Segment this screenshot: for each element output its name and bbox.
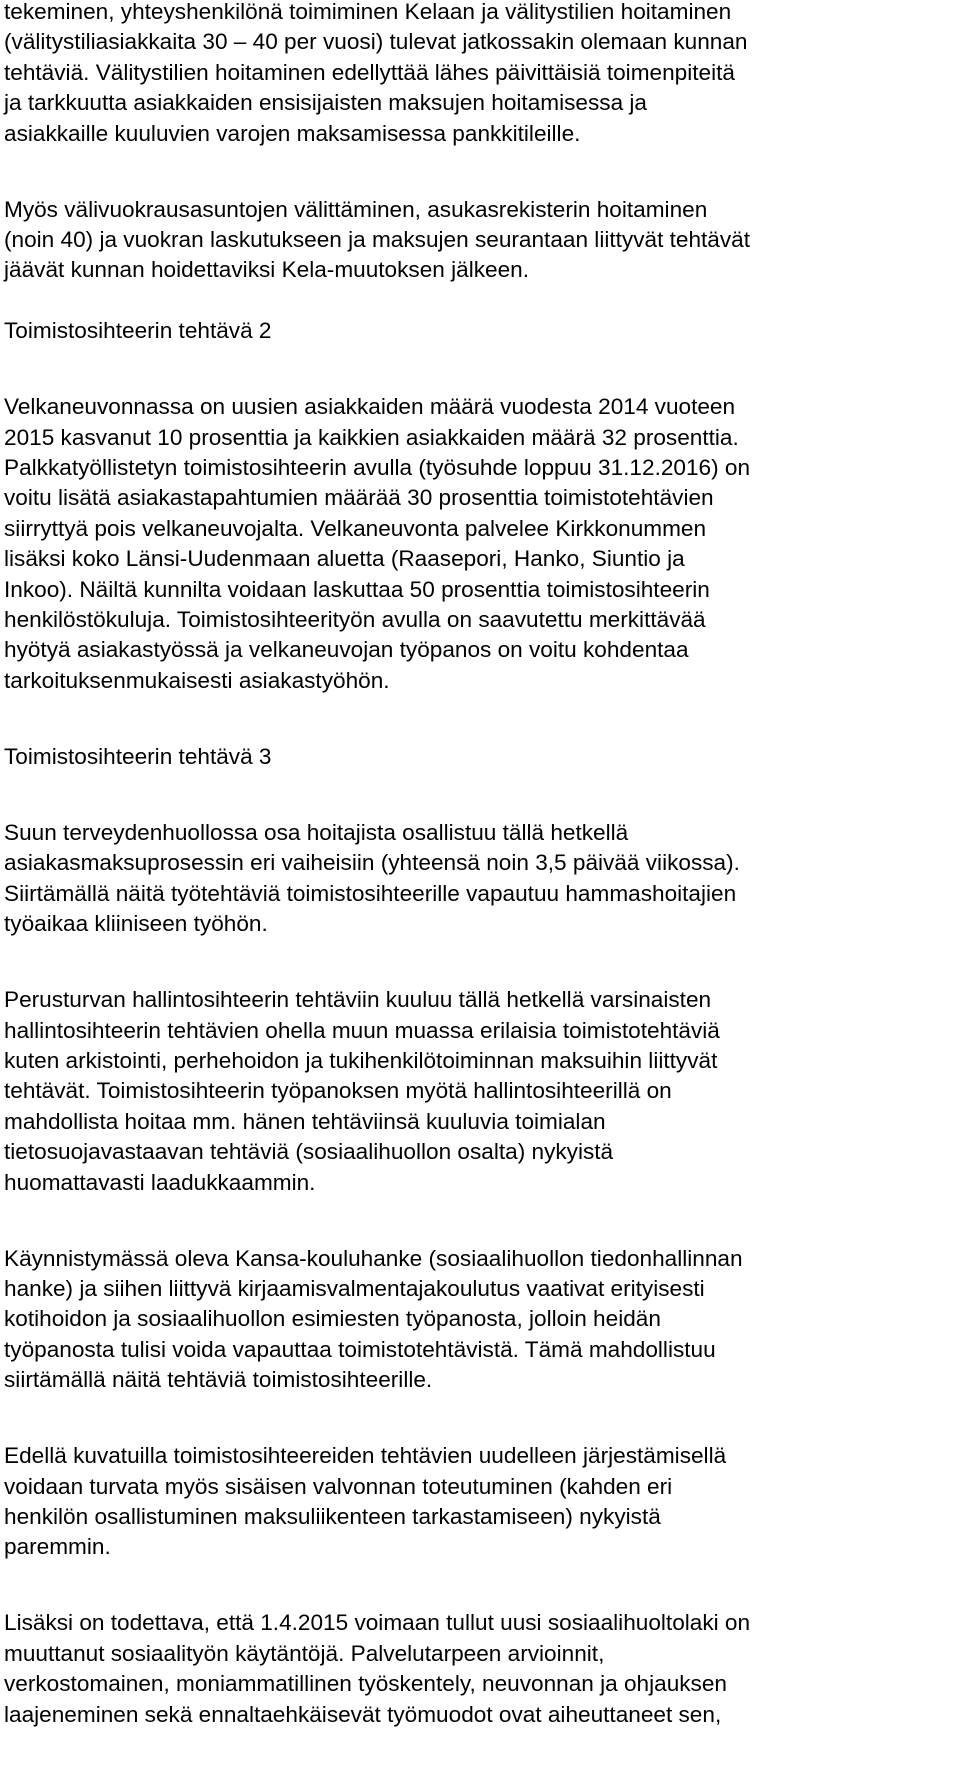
text-line: jäävät kunnan hoidettaviksi Kela-muutoksen jälkeen. [4,257,529,283]
paragraph-spacer [4,1198,954,1244]
text-line: (välitystiliasiakkaita 30 – 40 per vuosi) tulevat jatkossakin olemaan kunnan [4,29,748,55]
text-line: työaikaa kliiniseen työhön. [4,911,268,937]
paragraph-spacer [4,940,954,986]
text-line: huomattavasti laadukkaammin. [4,1169,316,1195]
text-line: (noin 40) ja vuokran laskutukseen ja maksujen seurantaan liittyvät tehtävät [4,227,751,253]
text-line: kuten arkistointi, perhehoidon ja tukihenkilötoiminnan maksuihin liittyvät [4,1047,718,1073]
paragraph-intro [4,0,954,149]
section-heading: Toimistosihteerin tehtävä 3 [4,743,272,769]
heading-tehtava-2 [4,316,954,346]
paragraph-tehtava-2 [4,392,954,696]
paragraph-spacer [4,772,954,818]
text-line: verkostomainen, moniammatillinen työskentely, neuvonnan ja ohjauksen [4,1671,727,1697]
text-line: kotihoidon ja sosiaalihuollon esimiesten työpanosta, jolloin heidän [4,1306,661,1332]
text-line: Suun terveydenhuollossa osa hoitajista osallistuu tällä hetkellä [4,819,629,845]
text-line: voitu lisätä asiakastapahtumien määrää 30 prosenttia toimistotehtävien [4,485,714,511]
paragraph-edella [4,1441,954,1563]
paragraph-spacer [4,1563,954,1609]
text-line: muuttanut sosiaalityön käytäntöjä. Palvelutarpeen arvioinnit, [4,1640,605,1666]
text-line: 2015 kasvanut 10 prosenttia ja kaikkien asiakkaiden määrä 32 prosenttia. [4,424,739,450]
text-line: tekeminen, yhteyshenkilönä toimiminen Kelaan ja välitystilien hoitaminen [4,0,732,24]
text-line: Siirtämällä näitä työtehtäviä toimistosihteerille vapautuu hammashoitajien [4,880,737,906]
text-line: tehtävät. Toimistosihteerin työpanoksen myötä hallintosihteerillä on [4,1078,672,1104]
text-line: tarkoituksenmukaisesti asiakastyöhön. [4,667,390,693]
text-line: siirryttyä pois velkaneuvojalta. Velkaneuvonta palvelee Kirkkonummen [4,515,707,541]
text-line: paremmin. [4,1534,111,1560]
paragraph-perusturva [4,985,954,1198]
paragraph-tehtava-3 [4,818,954,940]
text-line: Myös välivuokrausasuntojen välittäminen, asukasrekisterin hoitaminen [4,196,708,222]
text-line: voidaan turvata myös sisäisen valvonnan toteutuminen (kahden eri [4,1473,673,1499]
paragraph-spacer [4,696,954,742]
paragraph-spacer [4,347,954,393]
heading-tehtava-3 [4,742,954,772]
paragraph-spacer [4,1396,954,1442]
section-heading: Toimistosihteerin tehtävä 2 [4,318,272,344]
text-line: ja tarkkuutta asiakkaiden ensisijaisten maksujen hoitamisessa ja [4,90,647,116]
paragraph-spacer [4,149,954,195]
paragraph-spacer [4,286,954,316]
text-line: Inkoo). Näiltä kunnilta voidaan laskuttaa 50 prosenttia toimistosihteerin [4,576,710,602]
text-line: Velkaneuvonnassa on uusien asiakkaiden määrä vuodesta 2014 vuoteen [4,394,736,420]
text-line: asiakasmaksuprosessin eri vaiheisiin (yhteensä noin 3,5 päivää viikossa). [4,850,740,876]
text-line: henkilön osallistuminen maksuliikenteen tarkastamiseen) nykyistä [4,1503,661,1529]
text-line: työpanosta tulisi voida vapauttaa toimistotehtävistä. Tämä mahdollistuu [4,1336,716,1362]
text-line: henkilöstökuluja. Toimistosihteerityön avulla on saavutettu merkittävää [4,607,706,633]
text-line: Käynnistymässä oleva Kansa-kouluhanke (sosiaalihuollon tiedonhallinnan [4,1245,743,1271]
text-line: hyötyä asiakastyössä ja velkaneuvojan työpanos on voitu kohdentaa [4,637,689,663]
text-line: Edellä kuvatuilla toimistosihteereiden tehtävien uudelleen järjestämisellä [4,1443,727,1469]
text-line: hanke) ja siihen liittyvä kirjaamisvalmentajakoulutus vaativat erityisesti [4,1275,705,1301]
text-line: tietosuojavastaavan tehtäviä (sosiaalihuollon osalta) nykyistä [4,1139,614,1165]
text-line: hallintosihteerin tehtävien ohella muun muassa erilaisia toimistotehtäviä [4,1017,720,1043]
text-line: mahdollista hoitaa mm. hänen tehtäviinsä kuuluvia toimialan [4,1108,606,1134]
text-line: asiakkaille kuuluvien varojen maksamisessa pankkitileille. [4,120,581,146]
text-line: siirtämällä näitä tehtäviä toimistosihteerille. [4,1367,433,1393]
text-line: laajeneminen sekä ennaltaehkäisevät työmuodot ovat aiheuttaneet sen, [4,1701,722,1727]
text-line: tehtäviä. Välitystilien hoitaminen edellyttää lähes päivittäisiä toimenpiteitä [4,59,735,85]
paragraph-valivuokraus [4,195,954,286]
text-line: lisäksi koko Länsi-Uudenmaan aluetta (Raasepori, Hanko, Siuntio ja [4,546,685,572]
paragraph-lisaksi [4,1608,954,1730]
text-line: Lisäksi on todettava, että 1.4.2015 voimaan tullut uusi sosiaalihuoltolaki on [4,1610,751,1636]
text-line: Perusturvan hallintosihteerin tehtäviin kuuluu tällä hetkellä varsinaisten [4,987,712,1013]
paragraph-kansa-koulu [4,1244,954,1396]
text-line: Palkkatyöllistetyn toimistosihteerin avulla (työsuhde loppuu 31.12.2016) on [4,455,751,481]
document-body [4,0,954,1730]
